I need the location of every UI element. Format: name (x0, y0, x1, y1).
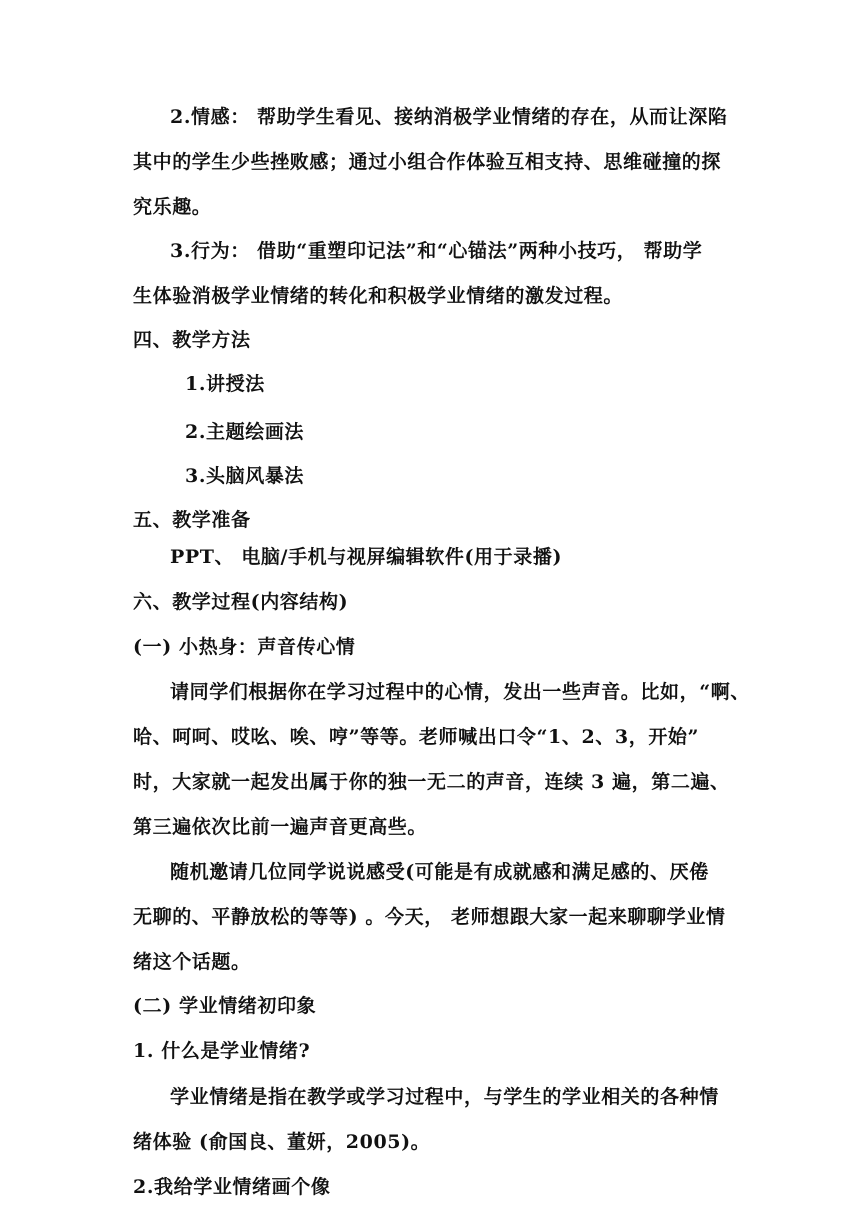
warmup-paragraph-line: 哈、呵呵、哎吆、唉、哼”等等。老师喊出口令“1、2、3，开始” (133, 726, 700, 748)
preparation-content: PPT、 电脑/手机与视屏编辑软件(用于录播) (170, 546, 563, 568)
list-item: 1.讲授法 (185, 373, 265, 395)
behavior-paragraph-line: 生体验消极学业情绪的转化和积极学业情绪的激发过程。 (133, 285, 624, 307)
question-heading: 2.我给学业情绪画个像 (133, 1176, 331, 1198)
list-item: 2.主题绘画法 (185, 421, 305, 443)
warmup-paragraph-line: 请同学们根据你在学习过程中的心情，发出一些声音。比如，“啊、 (170, 681, 750, 703)
feedback-paragraph-line: 绪这个话题。 (133, 951, 251, 973)
warmup-paragraph-line: 时，大家就一起发出属于你的独一无二的声音，连续 3 遍，第二遍、 (133, 771, 730, 793)
subsection-heading-warmup: (一) 小热身：声音传心情 (133, 636, 356, 658)
feedback-paragraph-line: 无聊的、平静放松的等等) 。今天， 老师想跟大家一起来聊聊学业情 (133, 906, 726, 928)
question-heading: 1. 什么是学业情绪? (133, 1040, 311, 1062)
feedback-paragraph-line: 随机邀请几位同学说说感受(可能是有成就感和满足感的、厌倦 (170, 861, 709, 883)
emotion-paragraph-line: 其中的学生少些挫败感；通过小组合作体验互相支持、思维碰撞的探 (133, 151, 722, 173)
emotion-paragraph-line: 究乐趣。 (133, 196, 212, 218)
definition-paragraph-line: 绪体验 (俞国良、董妍，2005)。 (133, 1131, 431, 1153)
emotion-paragraph-line: 2.情感： 帮助学生看见、接纳消极学业情绪的存在，从而让深陷 (170, 106, 728, 128)
subsection-heading-first-impression: (二) 学业情绪初印象 (133, 995, 317, 1017)
behavior-paragraph-line: 3.行为： 借助“重塑印记法”和“心锚法”两种小技巧， 帮助学 (170, 240, 703, 262)
definition-paragraph-line: 学业情绪是指在教学或学习过程中，与学生的学业相关的各种情 (170, 1086, 719, 1108)
section-heading-teaching-methods: 四、教学方法 (133, 329, 251, 351)
warmup-paragraph-line: 第三遍依次比前一遍声音更高些。 (133, 816, 428, 838)
section-heading-teaching-process: 六、教学过程(内容结构) (133, 591, 349, 613)
section-heading-teaching-preparation: 五、教学准备 (133, 509, 251, 531)
list-item: 3.头脑风暴法 (185, 465, 305, 487)
